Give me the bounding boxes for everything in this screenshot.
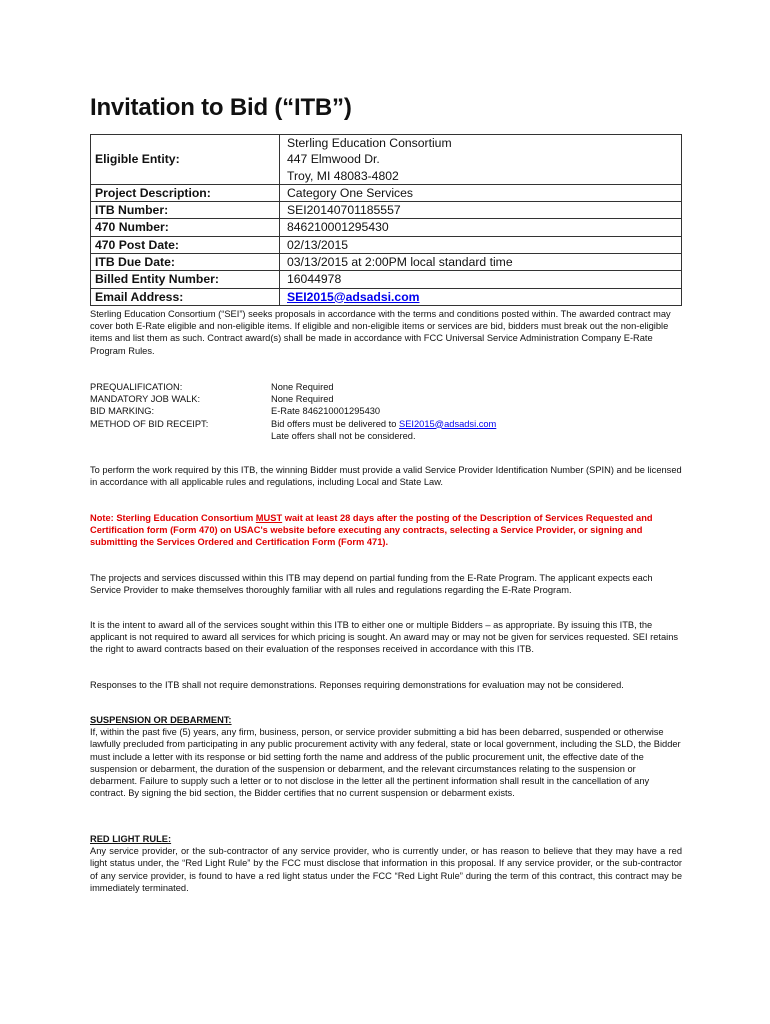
itb-number-value: SEI20140701185557 [280, 202, 682, 219]
spin-paragraph: To perform the work required by this ITB, the winning Bidder must provide a valid Service Provider Identification Number (SPIN) and be licensed in accordance with all applicable rules and regulations, including Local and State Law. [90, 465, 682, 488]
form-470-number-value: 846210001295430 [280, 219, 682, 236]
intro-paragraph: Sterling Education Consortium (“SEI”) seeks proposals in accordance with the terms and conditions posted within. The awarded contract may cover both E-Rate eligible and non-eligible items. If eligible and non-eligible items or services are bid, bidders must break out the non-eligible items and list them as such. Contract award(s) shall be made in accordance with FCC Universal Service Administration Company E-Rate Program Rules. [90, 309, 671, 356]
email-link[interactable]: SEI2015@adsadsi.com [287, 289, 420, 304]
bid-receipt-value [271, 418, 682, 442]
bid-receipt-row [90, 418, 682, 442]
eligible-entity-row [91, 135, 682, 185]
demonstrations-paragraph: Responses to the ITB shall not require demonstrations. Reponses requiring demonstrations for evaluation may not be considered. [90, 680, 624, 690]
note-emphasis: MUST [255, 513, 283, 523]
suspension-section [90, 714, 682, 799]
red-light-heading: RED LIGHT RULE: [90, 834, 172, 844]
billed-entity-label: Billed Entity Number: [91, 271, 280, 288]
post-date-label: 470 Post Date: [91, 236, 280, 253]
eligible-entity-label: Eligible Entity: [91, 135, 280, 185]
award-paragraph: It is the intent to award all of the services sought within this ITB to either one or multiple Bidders – as appropriate. By issuing this ITB, the applicant is not required to award all services for which pricing is sought. An award may or may not be given for services requested. SEI retains the right to award contracts based on their evaluation of the responses received in accordance with this ITB. [90, 620, 679, 655]
bid-receipt-label: METHOD OF BID RECEIPT: [90, 418, 209, 429]
post-date-row [91, 236, 682, 253]
project-description-label: Project Description: [91, 184, 280, 201]
job-walk-value: None Required [271, 394, 334, 405]
eligible-entity-value [280, 135, 682, 185]
email-row [91, 288, 682, 305]
prequalification-label: PREQUALIFICATION: [90, 382, 183, 392]
billed-entity-row [91, 271, 682, 288]
late-offers-note: Late offers shall not be considered. [271, 430, 416, 441]
project-description-row [91, 184, 682, 201]
post-date-value: 02/13/2015 [280, 236, 682, 253]
note-prefix: Note: Sterling Education Consortium [90, 513, 256, 523]
due-date-label: ITB Due Date: [91, 254, 280, 271]
bid-marking-row [90, 405, 682, 417]
form-470-number-row [91, 219, 682, 236]
bid-info-table [90, 134, 682, 306]
billed-entity-value: 16044978 [280, 271, 682, 288]
entity-city: Troy, MI 48083-4802 [287, 168, 399, 183]
bid-receipt-email-link[interactable]: SEI2015@adsadsi.com [399, 418, 497, 429]
prequalification-row [90, 381, 682, 393]
bid-marking-label: BID MARKING: [90, 406, 155, 417]
bid-marking-value: E-Rate 846210001295430 [271, 406, 381, 417]
suspension-heading: SUSPENSION OR DEBARMENT: [90, 715, 232, 725]
entity-street: 447 Elmwood Dr. [287, 152, 380, 167]
due-date-row [91, 254, 682, 271]
project-description-value: Category One Services [280, 184, 682, 201]
bid-receipt-text: Bid offers must be delivered to [271, 418, 399, 429]
job-walk-row [90, 393, 682, 405]
due-date-value: 03/13/2015 at 2:00PM local standard time [280, 254, 682, 271]
bid-requirements [90, 381, 682, 442]
prequalification-value: None Required [271, 382, 334, 392]
job-walk-label: MANDATORY JOB WALK: [90, 394, 201, 405]
itb-number-label: ITB Number: [91, 202, 280, 219]
entity-name: Sterling Education Consortium [287, 136, 452, 150]
funding-paragraph: The projects and services discussed within this ITB may depend on partial funding from the E-Rate Program. The applicant expects each Service Provider to make themselves thoroughly familiar with all rules and regulations regarding the E-Rate Program. [90, 573, 653, 596]
form-470-number-label: 470 Number: [91, 219, 280, 236]
suspension-body: If, within the past five (5) years, any firm, business, person, or service provider submitting a bid has been debarred, suspended or otherwise lawfully precluded from participating in any public procurement activity with any federal, state or local government, including the SLD, the Bidder must include a letter with its response or bid setting forth the name and address of the public procurement unit, the effective date of the suspension or debarment, the duration of the suspension or debarment, and the relevant circumstances relating to the suspension or debarment. Failure to supply such a letter or to not disclose in the letter all the pertinent information shall result in the cancellation of any contract. By signing the bid section, the Bidder certifies that no current suspension or debarment exists. [90, 727, 681, 799]
email-value [280, 288, 682, 305]
red-light-body: Any service provider, or the sub-contractor of any service provider, who is currently under, or has reason to believe that they may have a red light status under, the “Red Light Rule” by the FCC must disclose that information in this proposal. If any service provider, or the sub-contractor of any service provider, is found to have a red light status under the FCC “Red Light Rule” during the term of this contract, this contract may be immediately terminated. [90, 846, 682, 893]
email-label: Email Address: [91, 288, 280, 305]
itb-number-row [91, 202, 682, 219]
red-light-section [90, 833, 682, 894]
page-title: Invitation to Bid (“ITB”) [90, 94, 352, 121]
note-suffix: wait at least 28 days after the posting of the Description of Services Requested and Certification form (Form 470) on USAC's website before executing any contracts, selecting a Service Provider, or signing and submitting the Services Ordered and Certification Form (Form 471). [90, 513, 653, 548]
form-470-note [90, 512, 682, 549]
